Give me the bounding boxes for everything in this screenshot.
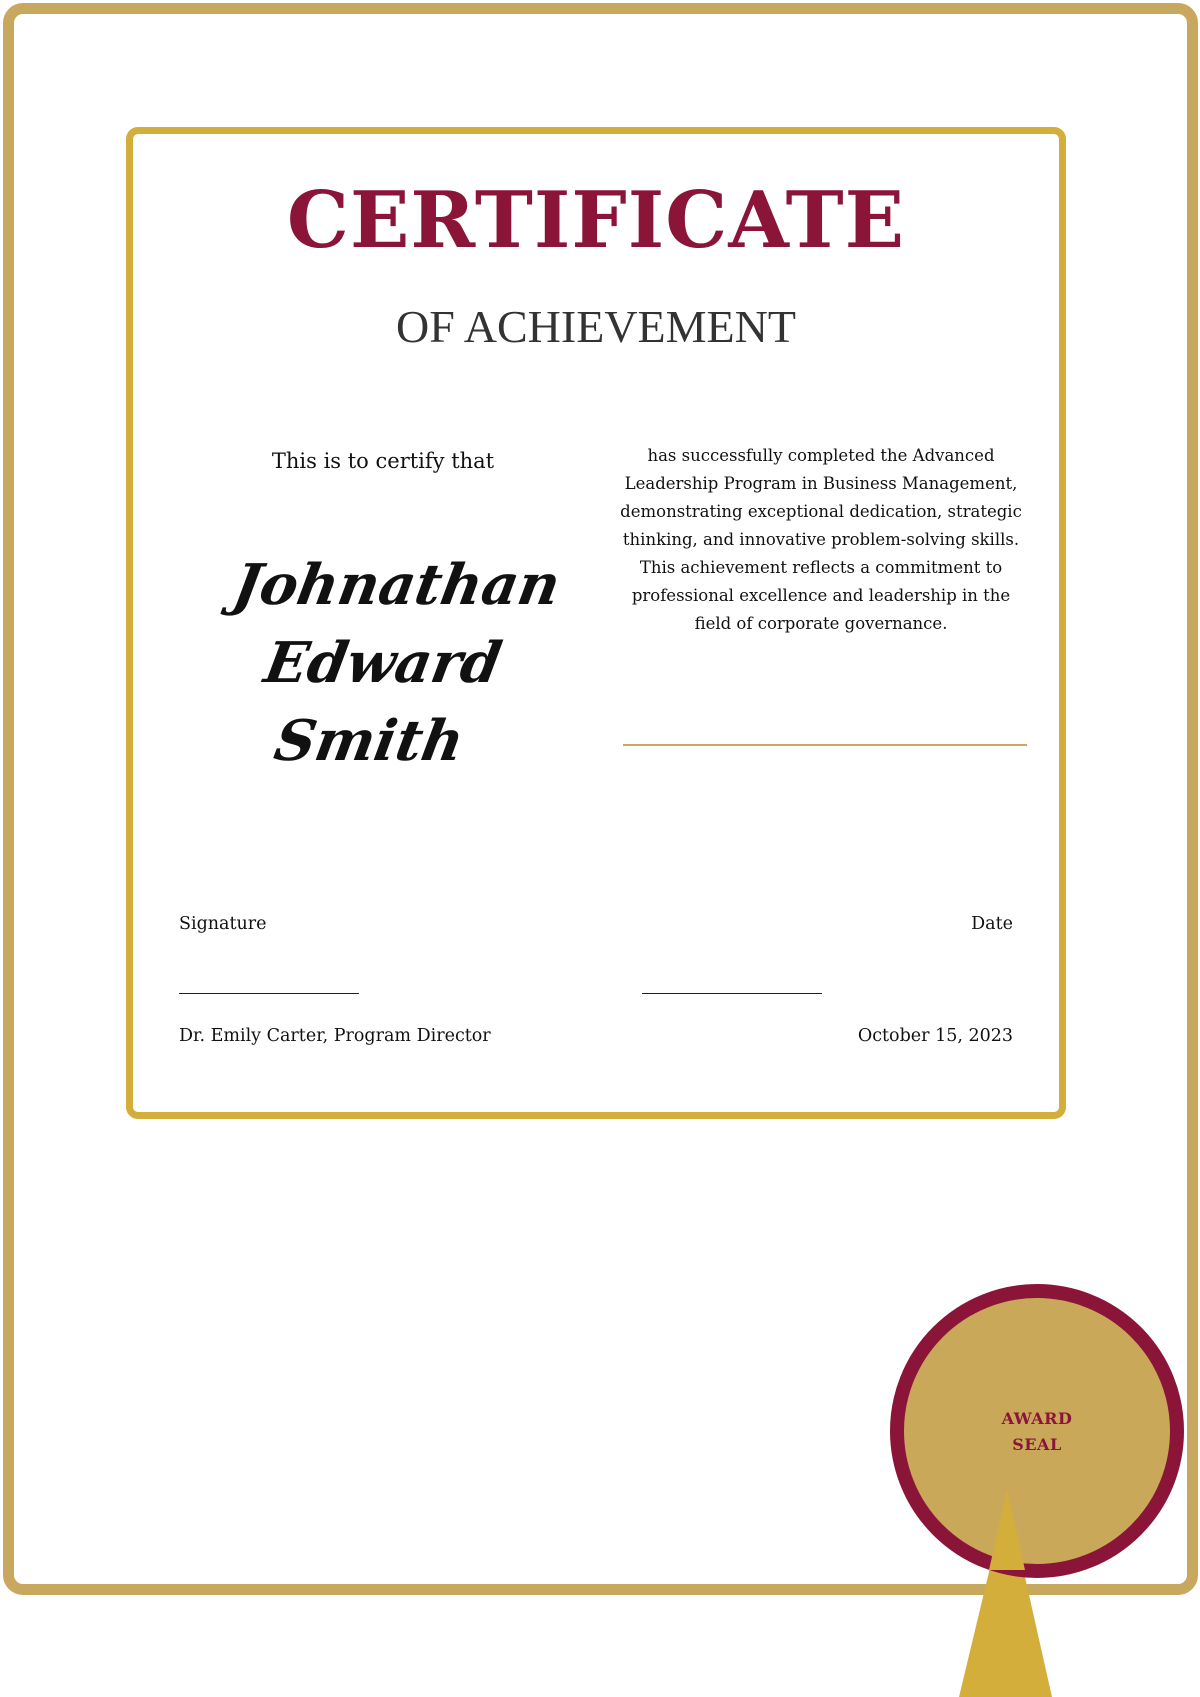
signer-name: Dr. Emily Carter, Program Director	[179, 1026, 491, 1046]
date-label: Date	[971, 914, 1013, 934]
signature-label: Signature	[179, 914, 267, 934]
seal-text-line1: AWARD	[1001, 1409, 1073, 1428]
certify-text: This is to certify that	[271, 449, 495, 473]
certificate-inner-frame	[126, 127, 1066, 1119]
certificate-title: CERTIFICATE	[286, 175, 906, 266]
seal-text	[889, 1406, 1185, 1458]
award-seal	[889, 1282, 1189, 1697]
signature-line	[179, 993, 359, 994]
date-value: October 15, 2023	[857, 1026, 1013, 1046]
date-line	[642, 993, 822, 994]
description-divider	[623, 744, 1027, 746]
recipient-name: Johnathan Edward Smith	[228, 552, 566, 774]
seal-text-line2: SEAL	[1012, 1435, 1062, 1454]
certificate-subtitle: OF ACHIEVEMENT	[396, 301, 796, 352]
achievement-description: has successfully completed the Advanced Leadership Program in Business Management, demonstrating exceptional dedication, strategic thinking, and innovative problem-solving skills. This achievement reflects a commitment to professional excellence and leadership in the field of corporate governance.	[620, 446, 1022, 633]
seal-ribbon-front-icon	[889, 1282, 1189, 1697]
